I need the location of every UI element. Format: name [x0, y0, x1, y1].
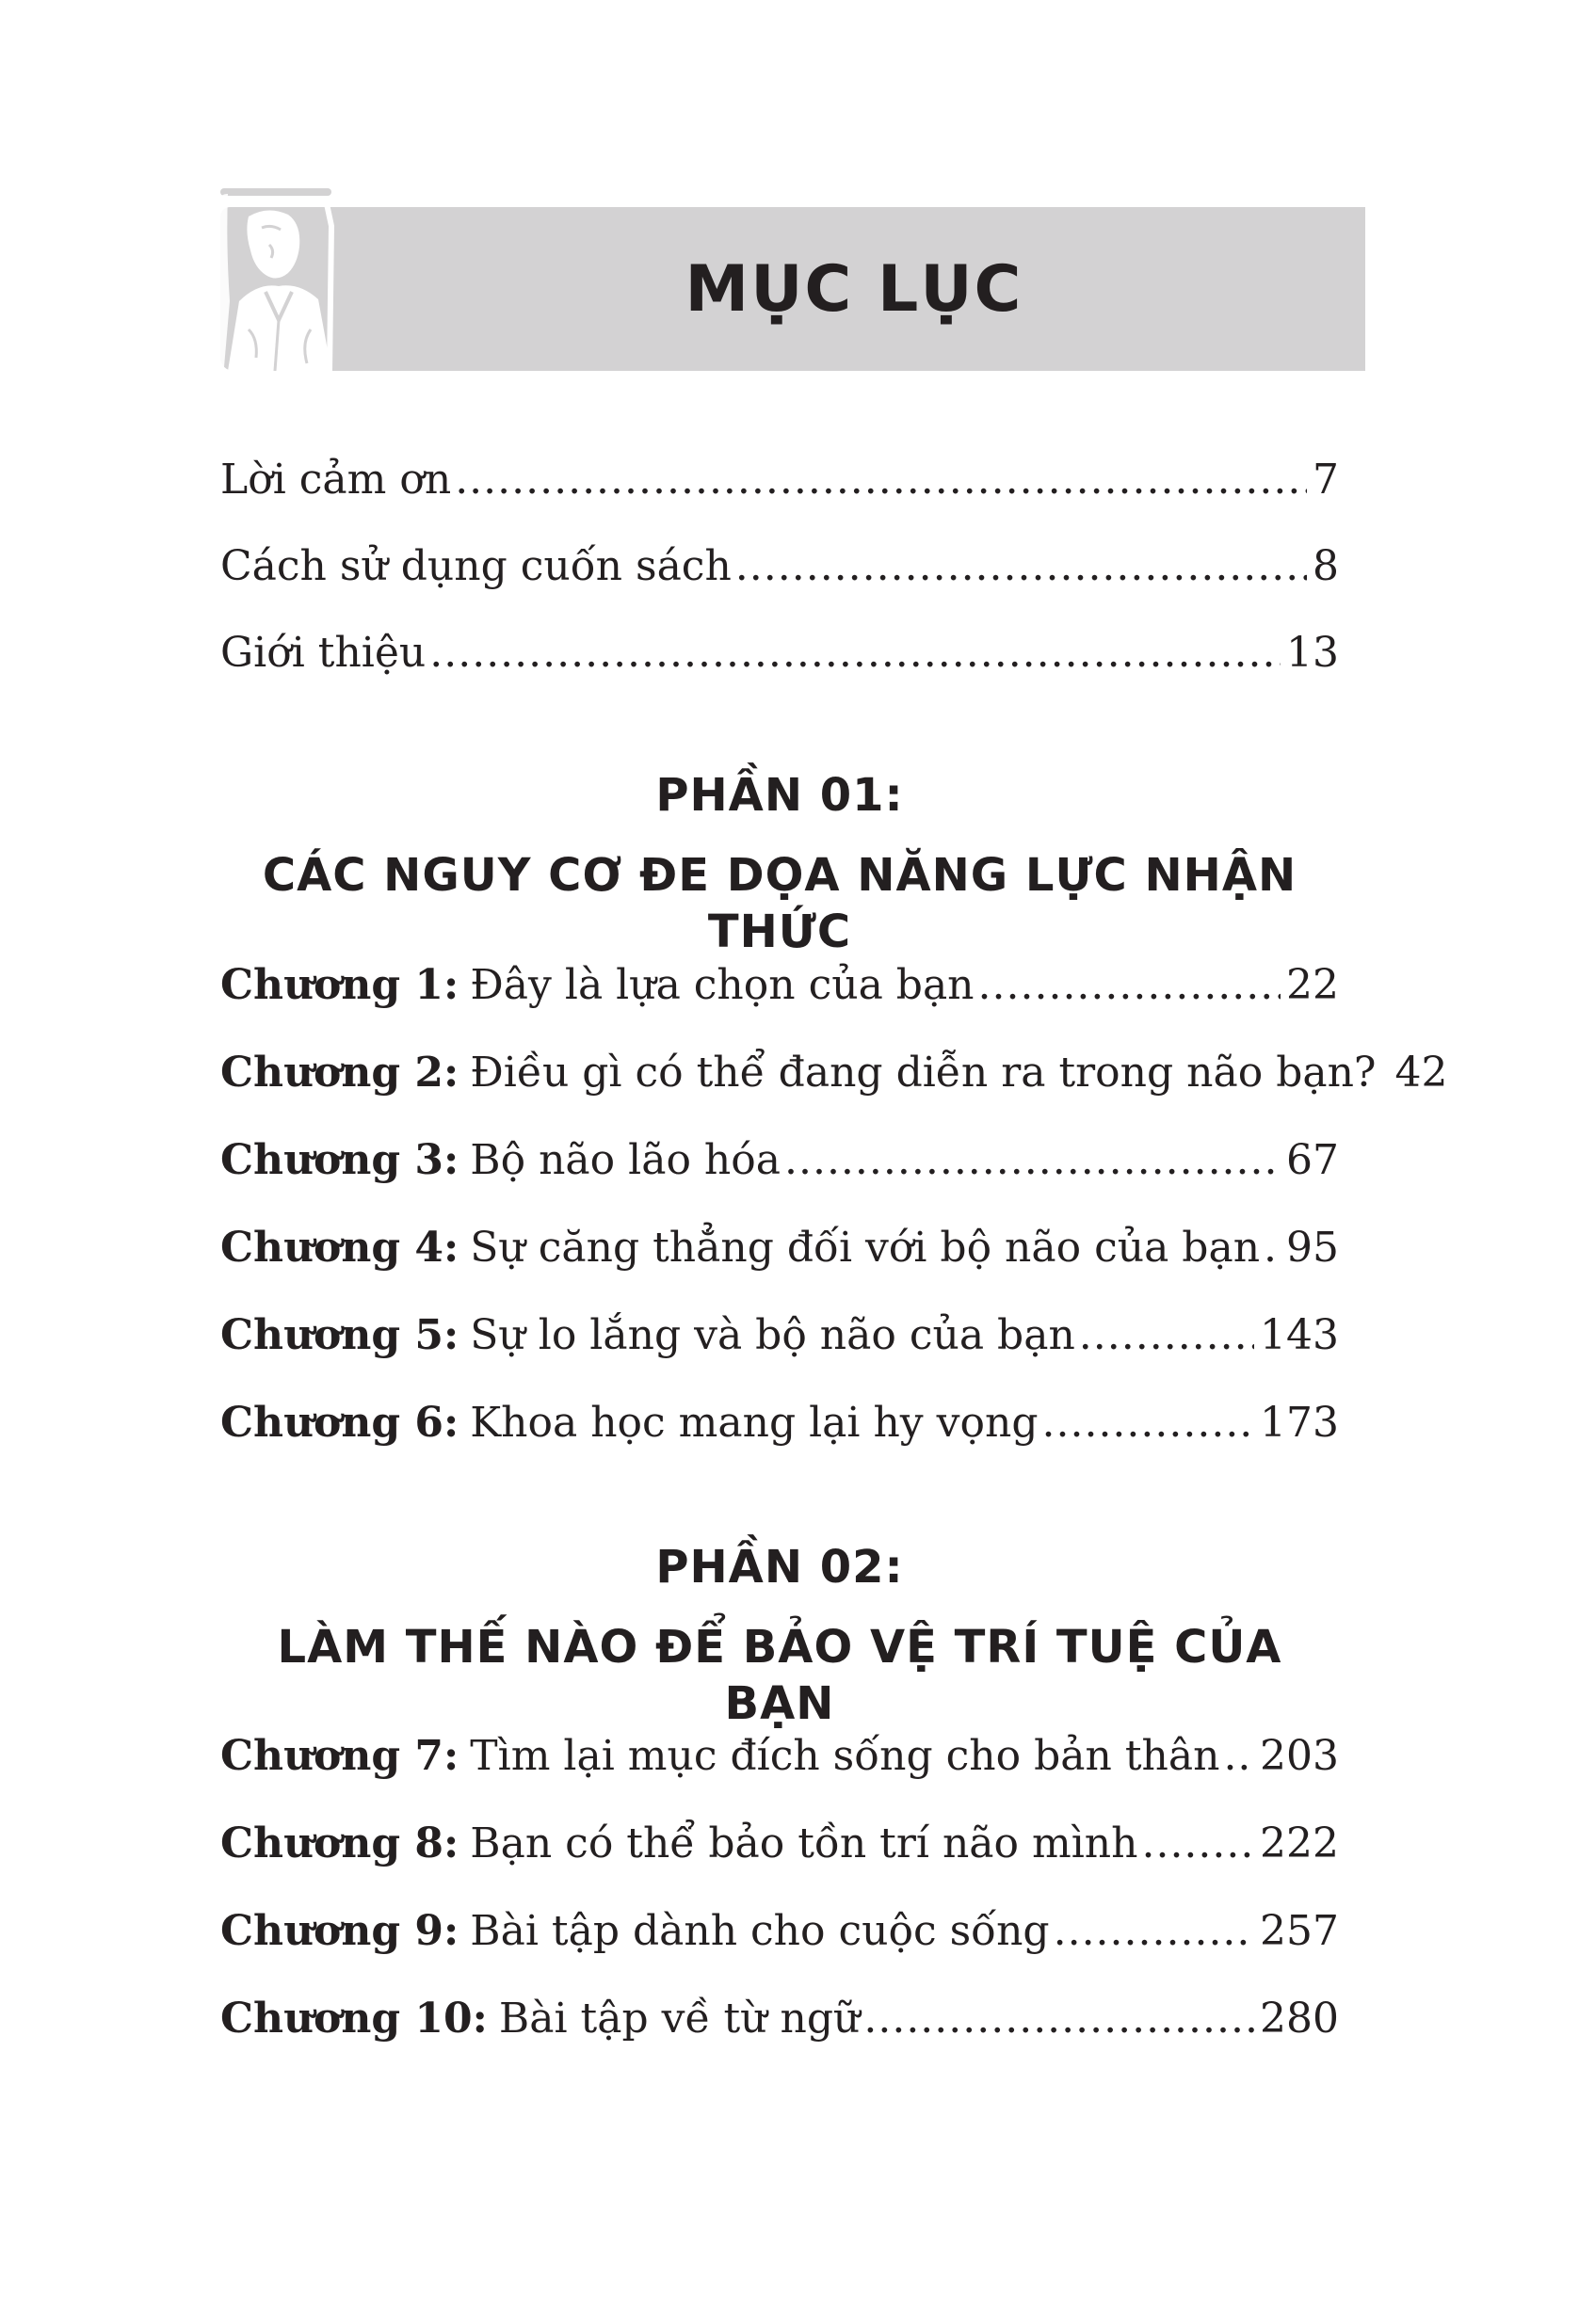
chapter-label: Chương 5:: [220, 1311, 459, 1359]
part-1-title: CÁC NGUY CƠ ĐE DỌA NĂNG LỰC NHẬN THỨC: [262, 849, 1297, 958]
toc-entry-title: Sự lo lắng và bộ não của bạn: [470, 1311, 1075, 1359]
chapter-label: Chương 3:: [220, 1136, 459, 1184]
chapter-label: Chương 4:: [220, 1224, 459, 1272]
part-1-label: PHẦN 01:: [655, 769, 904, 822]
chapter-label: Chương 1:: [220, 961, 459, 1009]
dot-leader: [784, 1127, 1281, 1194]
chapter-label: Chương 7:: [220, 1732, 459, 1780]
dot-leader: [455, 446, 1307, 514]
toc-entry-page: 95: [1286, 1224, 1339, 1272]
toc-entry-chapter-5[interactable]: [220, 1302, 1339, 1370]
toc-entry-page: 22: [1286, 961, 1339, 1009]
toc-header: [220, 188, 1365, 371]
toc-entry-chapter-7[interactable]: [220, 1723, 1339, 1790]
toc-entry-acknowledgements[interactable]: [220, 446, 1339, 514]
toc-entry-page: 257: [1260, 1907, 1339, 1955]
toc-entry-page: 42: [1394, 1049, 1448, 1097]
toc-entry-title: Cách sử dụng cuốn sách: [220, 542, 732, 590]
toc-entry-page: 7: [1313, 456, 1339, 504]
dot-leader: [978, 952, 1281, 1019]
toc-entry-title: Giới thiệu: [220, 629, 427, 677]
toc-entry-page: 280: [1260, 1995, 1339, 2043]
toc-entry-chapter-10[interactable]: [220, 1985, 1339, 2053]
toc-entry-title: Lời cảm ơn: [220, 456, 452, 504]
toc-entry-chapter-8[interactable]: [220, 1810, 1339, 1878]
toc-entry-page: 67: [1286, 1136, 1339, 1184]
toc-entry-title: Bạn có thể bảo tồn trí não mình: [470, 1819, 1138, 1867]
portrait-man-in-hat-icon: [220, 188, 343, 371]
chapter-label: Chương 9:: [220, 1907, 459, 1955]
dot-leader: [1264, 1214, 1281, 1282]
toc-entry-chapter-6[interactable]: [220, 1389, 1339, 1457]
toc-entry-page: 8: [1313, 542, 1339, 590]
dot-leader: [735, 533, 1307, 601]
dot-leader: [429, 619, 1281, 687]
toc-entry-chapter-1[interactable]: [220, 952, 1339, 1019]
toc-entry-title: Bài tập dành cho cuộc sống: [470, 1907, 1050, 1955]
toc-entry-title: Đây là lựa chọn của bạn: [470, 961, 975, 1009]
toc-entry-page: 13: [1286, 629, 1339, 677]
toc-entry-page: 143: [1260, 1311, 1339, 1359]
dot-leader: [1223, 1723, 1254, 1790]
toc-entry-chapter-9[interactable]: [220, 1898, 1339, 1965]
part-2-label: PHẦN 02:: [655, 1541, 904, 1594]
dot-leader: [1042, 1389, 1255, 1457]
part-2-title: LÀM THẾ NÀO ĐỂ BẢO VỆ TRÍ TUỆ CỦA BẠN: [277, 1621, 1282, 1730]
toc-entry-title: Sự căng thẳng đối với bộ não của bạn: [470, 1224, 1261, 1272]
toc-entry-page: 222: [1260, 1819, 1339, 1867]
dot-leader: [1141, 1810, 1254, 1878]
toc-entry-chapter-3[interactable]: [220, 1127, 1339, 1194]
toc-entry-page: 173: [1260, 1399, 1339, 1447]
toc-entry-introduction[interactable]: [220, 619, 1339, 687]
toc-entry-how-to-use[interactable]: [220, 533, 1339, 601]
chapter-label: Chương 6:: [220, 1399, 459, 1447]
dot-leader: [1079, 1302, 1254, 1370]
toc-entry-title: Bài tập về từ ngữ: [498, 1995, 861, 2043]
toc-entry-title: Tìm lại mục đích sống cho bản thân: [470, 1732, 1220, 1780]
chapter-label: Chương 10:: [220, 1995, 488, 2043]
dot-leader: [1054, 1898, 1254, 1965]
toc-entry-title: Bộ não lão hóa: [470, 1136, 781, 1184]
page-title: MỤC LỤC: [685, 251, 1023, 327]
toc-entry-title: Điều gì có thể đang diễn ra trong não bạn?: [470, 1049, 1377, 1097]
dot-leader: [863, 1985, 1254, 2053]
toc-entry-chapter-2[interactable]: [220, 1039, 1448, 1107]
toc-entry-title: Khoa học mang lại hy vọng: [470, 1399, 1039, 1447]
toc-entry-page: 203: [1260, 1732, 1339, 1780]
toc-entry-chapter-4[interactable]: [220, 1214, 1339, 1282]
chapter-label: Chương 2:: [220, 1049, 459, 1097]
chapter-label: Chương 8:: [220, 1819, 459, 1867]
